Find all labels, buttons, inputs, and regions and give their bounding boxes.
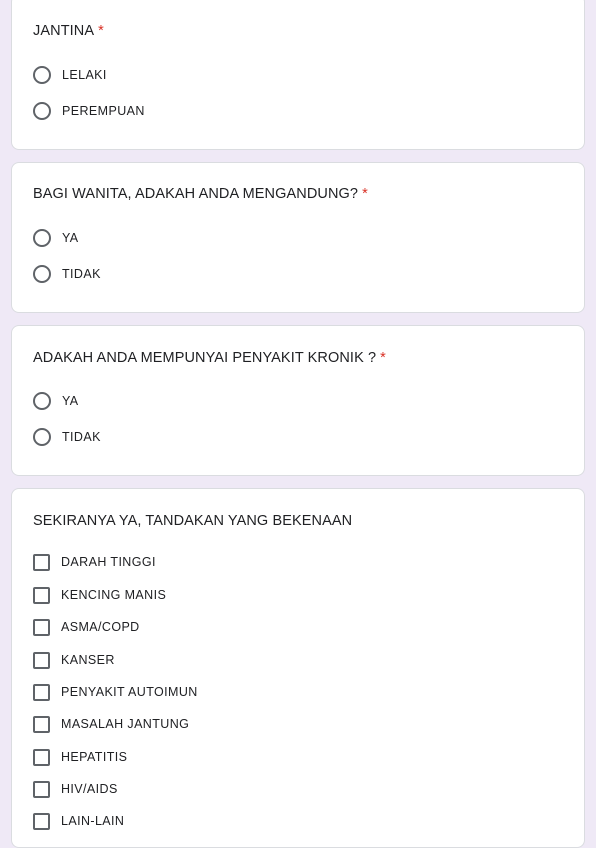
option-label: KANSER <box>61 653 115 667</box>
checkbox[interactable] <box>33 619 50 636</box>
option-label: YA <box>62 394 79 408</box>
radio-button[interactable] <box>33 229 51 247</box>
option-label: TIDAK <box>62 430 101 444</box>
question-card-jantina <box>11 0 585 150</box>
option-label: YA <box>62 231 79 245</box>
question-title-text: ADAKAH ANDA MEMPUNYAI PENYAKIT KRONIK ? <box>33 350 377 366</box>
checkbox-option-hiv-aids[interactable] <box>33 777 118 801</box>
option-label: ASMA/COPD <box>61 620 140 634</box>
question-title <box>33 186 368 202</box>
radio-button[interactable] <box>33 102 51 120</box>
question-card-penyakit-kronik <box>11 325 585 476</box>
radio-button[interactable] <box>33 392 51 410</box>
question-title <box>33 350 386 366</box>
option-label: MASALAH JANTUNG <box>61 717 190 731</box>
checkbox[interactable] <box>33 781 50 798</box>
radio-option-tidak[interactable] <box>33 262 101 286</box>
checkbox-option-hepatitis[interactable] <box>33 745 127 769</box>
option-label: KENCING MANIS <box>61 588 167 602</box>
option-label: LAIN-LAIN <box>61 814 125 828</box>
option-label: PENYAKIT AUTOIMUN <box>61 685 198 699</box>
checkbox-option-lain-lain[interactable] <box>33 809 124 833</box>
radio-option-ya[interactable] <box>33 226 79 250</box>
option-label: HEPATITIS <box>61 750 128 764</box>
radio-button[interactable] <box>33 66 51 84</box>
checkbox[interactable] <box>33 684 50 701</box>
option-label: LELAKI <box>62 68 107 82</box>
checkbox-option-darah-tinggi[interactable] <box>33 550 156 574</box>
option-label: PEREMPUAN <box>62 104 145 118</box>
checkbox-option-masalah-jantung[interactable] <box>33 712 189 736</box>
radio-option-perempuan[interactable] <box>33 99 145 123</box>
checkbox[interactable] <box>33 716 50 733</box>
question-title-text: SEKIRANYA YA, TANDAKAN YANG BEKENAAN <box>33 513 353 529</box>
question-title-text: BAGI WANITA, ADAKAH ANDA MENGANDUNG? <box>33 186 359 202</box>
radio-option-lelaki[interactable] <box>33 63 107 87</box>
option-label: HIV/AIDS <box>61 782 118 796</box>
option-label: DARAH TINGGI <box>61 555 156 569</box>
required-asterisk: * <box>380 350 386 366</box>
checkbox-option-asma-copd[interactable] <box>33 615 140 639</box>
question-card-penyakit-list <box>11 488 585 848</box>
checkbox[interactable] <box>33 652 50 669</box>
question-title <box>33 23 104 39</box>
question-title <box>33 513 352 529</box>
checkbox[interactable] <box>33 813 50 830</box>
radio-button[interactable] <box>33 428 51 446</box>
required-asterisk: * <box>98 23 104 39</box>
required-asterisk: * <box>362 186 368 202</box>
radio-option-tidak[interactable] <box>33 425 101 449</box>
radio-option-ya[interactable] <box>33 389 79 413</box>
checkbox[interactable] <box>33 554 50 571</box>
question-title-text: JANTINA <box>33 23 95 39</box>
question-card-mengandung <box>11 162 585 313</box>
checkbox-option-penyakit-autoimun[interactable] <box>33 680 198 704</box>
radio-button[interactable] <box>33 265 51 283</box>
checkbox[interactable] <box>33 587 50 604</box>
checkbox[interactable] <box>33 749 50 766</box>
checkbox-option-kencing-manis[interactable] <box>33 583 166 607</box>
checkbox-option-kanser[interactable] <box>33 648 115 672</box>
option-label: TIDAK <box>62 267 101 281</box>
